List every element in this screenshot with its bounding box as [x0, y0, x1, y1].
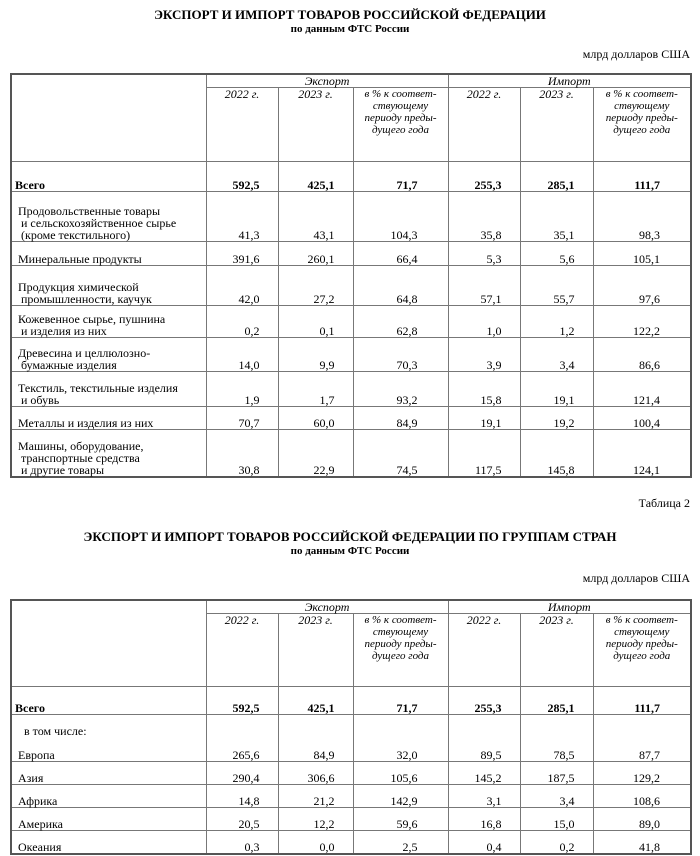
table1 — [10, 73, 692, 478]
table-row — [11, 831, 691, 854]
row-label: Америка — [11, 808, 206, 831]
cell-value: 2,5 — [353, 831, 448, 854]
cell-value: 55,7 — [520, 266, 593, 306]
cell-value: 145,2 — [448, 762, 520, 785]
cell-value: 35,1 — [520, 192, 593, 242]
cell-value: 1,9 — [206, 372, 278, 407]
cell-value: 122,2 — [593, 306, 691, 338]
cell-value: 32,0 — [353, 715, 448, 762]
cell-value: 71,7 — [353, 162, 448, 192]
cell-value: 3,4 — [520, 785, 593, 808]
table-row — [11, 808, 691, 831]
cell-value: 41,3 — [206, 192, 278, 242]
row-label: Африка — [11, 785, 206, 808]
cell-value: 0,2 — [206, 306, 278, 338]
table1-title: ЭКСПОРТ И ИМПОРТ ТОВАРОВ РОССИЙСКОЙ ФЕДЕРАЦИИ — [154, 7, 546, 22]
cell-value: 86,6 — [593, 338, 691, 372]
cell-value: 0,2 — [520, 831, 593, 854]
cell-value: 592,5 — [206, 162, 278, 192]
cell-value: 12,2 — [278, 808, 353, 831]
table2-units: млрд долларов США — [582, 571, 690, 585]
row-label: Продукция химической промышленности, каучук — [11, 266, 206, 306]
header-2023: 2023 г. — [278, 88, 353, 162]
row-label: Машины, оборудование, транспортные средства и другие товары — [11, 430, 206, 477]
cell-value: 285,1 — [520, 162, 593, 192]
cell-value: 187,5 — [520, 762, 593, 785]
table-row — [11, 715, 691, 762]
row-label: Всего — [11, 162, 206, 192]
table-row — [11, 762, 691, 785]
header-percent: в % к соответ-ствующему периоду преды-дущего года — [353, 88, 448, 162]
header-2022: 2022 г. — [206, 614, 278, 687]
row-label: Азия — [11, 762, 206, 785]
cell-value: 142,9 — [353, 785, 448, 808]
cell-value: 592,5 — [206, 687, 278, 715]
cell-value: 0,3 — [206, 831, 278, 854]
cell-value: 60,0 — [278, 407, 353, 430]
header-2022: 2022 г. — [448, 88, 520, 162]
cell-value: 19,2 — [520, 407, 593, 430]
cell-value: 64,8 — [353, 266, 448, 306]
cell-value: 3,9 — [448, 338, 520, 372]
cell-value: 43,1 — [278, 192, 353, 242]
cell-value: 124,1 — [593, 430, 691, 477]
header-percent: в % к соответ-ствующему периоду преды-дущего года — [593, 88, 691, 162]
row-label: Металлы и изделия из них — [11, 407, 206, 430]
cell-value: 260,1 — [278, 242, 353, 266]
cell-value: 66,4 — [353, 242, 448, 266]
table2-caption: Таблица 2 — [638, 496, 690, 510]
cell-value: 255,3 — [448, 687, 520, 715]
cell-value: 425,1 — [278, 687, 353, 715]
table-row — [11, 407, 691, 430]
cell-value: 19,1 — [448, 407, 520, 430]
cell-value: 89,5 — [448, 715, 520, 762]
table-row — [11, 162, 691, 192]
table1-subtitle: по данным ФТС России — [290, 23, 410, 35]
row-label: Всего — [11, 687, 206, 715]
cell-value: 391,6 — [206, 242, 278, 266]
row-label: Продовольственные товары и сельскохозяйственное сырье (кроме текстильного) — [11, 192, 206, 242]
table-row — [11, 266, 691, 306]
cell-value: 1,0 — [448, 306, 520, 338]
cell-value: 84,9 — [278, 715, 353, 762]
header-2023: 2023 г. — [520, 614, 593, 687]
row-label: Древесина и целлюлозно- бумажные изделия — [11, 338, 206, 372]
cell-value: 425,1 — [278, 162, 353, 192]
cell-value: 121,4 — [593, 372, 691, 407]
cell-value: 105,1 — [593, 242, 691, 266]
table2-subtitle: по данным ФТС России — [290, 545, 410, 557]
cell-value: 255,3 — [448, 162, 520, 192]
cell-value: 1,7 — [278, 372, 353, 407]
cell-value: 98,3 — [593, 192, 691, 242]
cell-value: 5,6 — [520, 242, 593, 266]
header-export: Экспорт — [206, 600, 448, 614]
header-percent: в % к соответ-ствующему периоду преды-дущего года — [353, 614, 448, 687]
cell-value: 111,7 — [593, 162, 691, 192]
cell-value: 78,5 — [520, 715, 593, 762]
cell-value: 21,2 — [278, 785, 353, 808]
cell-value: 42,0 — [206, 266, 278, 306]
cell-value: 1,2 — [520, 306, 593, 338]
cell-value: 117,5 — [448, 430, 520, 477]
cell-value: 0,0 — [278, 831, 353, 854]
cell-value: 20,5 — [206, 808, 278, 831]
cell-value: 306,6 — [278, 762, 353, 785]
cell-value: 108,6 — [593, 785, 691, 808]
table-row — [11, 338, 691, 372]
header-blank — [11, 600, 206, 687]
cell-value: 93,2 — [353, 372, 448, 407]
cell-value: 5,3 — [448, 242, 520, 266]
row-label: Текстиль, текстильные изделия и обувь — [11, 372, 206, 407]
cell-value: 97,6 — [593, 266, 691, 306]
cell-value: 74,5 — [353, 430, 448, 477]
cell-value: 62,8 — [353, 306, 448, 338]
header-import: Импорт — [448, 600, 691, 614]
cell-value: 111,7 — [593, 687, 691, 715]
cell-value: 22,9 — [278, 430, 353, 477]
cell-value: 9,9 — [278, 338, 353, 372]
table2-title: ЭКСПОРТ И ИМПОРТ ТОВАРОВ РОССИЙСКОЙ ФЕДЕРАЦИИ ПО ГРУППАМ СТРАН — [83, 529, 617, 544]
row-label: Минеральные продукты — [11, 242, 206, 266]
cell-value: 104,3 — [353, 192, 448, 242]
row-label: в том числе: Европа — [11, 715, 206, 762]
row-label: Океания — [11, 831, 206, 854]
header-2022: 2022 г. — [206, 88, 278, 162]
header-export: Экспорт — [206, 74, 448, 88]
table-row — [11, 372, 691, 407]
cell-value: 70,3 — [353, 338, 448, 372]
cell-value: 89,0 — [593, 808, 691, 831]
cell-value: 129,2 — [593, 762, 691, 785]
table-row — [11, 785, 691, 808]
cell-value: 35,8 — [448, 192, 520, 242]
cell-value: 59,6 — [353, 808, 448, 831]
cell-value: 57,1 — [448, 266, 520, 306]
table-row — [11, 687, 691, 715]
cell-value: 105,6 — [353, 762, 448, 785]
table-row — [11, 306, 691, 338]
cell-value: 87,7 — [593, 715, 691, 762]
cell-value: 285,1 — [520, 687, 593, 715]
cell-value: 14,8 — [206, 785, 278, 808]
cell-value: 30,8 — [206, 430, 278, 477]
cell-value: 265,6 — [206, 715, 278, 762]
cell-value: 14,0 — [206, 338, 278, 372]
row-label: Кожевенное сырье, пушнина и изделия из них — [11, 306, 206, 338]
cell-value: 0,4 — [448, 831, 520, 854]
cell-value: 3,4 — [520, 338, 593, 372]
cell-value: 0,1 — [278, 306, 353, 338]
table-row — [11, 192, 691, 242]
cell-value: 19,1 — [520, 372, 593, 407]
header-2022: 2022 г. — [448, 614, 520, 687]
table-row — [11, 242, 691, 266]
cell-value: 100,4 — [593, 407, 691, 430]
header-2023: 2023 г. — [278, 614, 353, 687]
cell-value: 15,0 — [520, 808, 593, 831]
cell-value: 15,8 — [448, 372, 520, 407]
cell-value: 84,9 — [353, 407, 448, 430]
header-2023: 2023 г. — [520, 88, 593, 162]
cell-value: 3,1 — [448, 785, 520, 808]
cell-value: 41,8 — [593, 831, 691, 854]
table1-units: млрд долларов США — [582, 47, 690, 61]
cell-value: 27,2 — [278, 266, 353, 306]
table2 — [10, 599, 692, 855]
cell-value: 145,8 — [520, 430, 593, 477]
header-import: Импорт — [448, 74, 691, 88]
cell-value: 71,7 — [353, 687, 448, 715]
table-row — [11, 430, 691, 477]
cell-value: 70,7 — [206, 407, 278, 430]
cell-value: 290,4 — [206, 762, 278, 785]
header-percent: в % к соответ-ствующему периоду преды-дущего года — [593, 614, 691, 687]
cell-value: 16,8 — [448, 808, 520, 831]
header-blank — [11, 74, 206, 162]
